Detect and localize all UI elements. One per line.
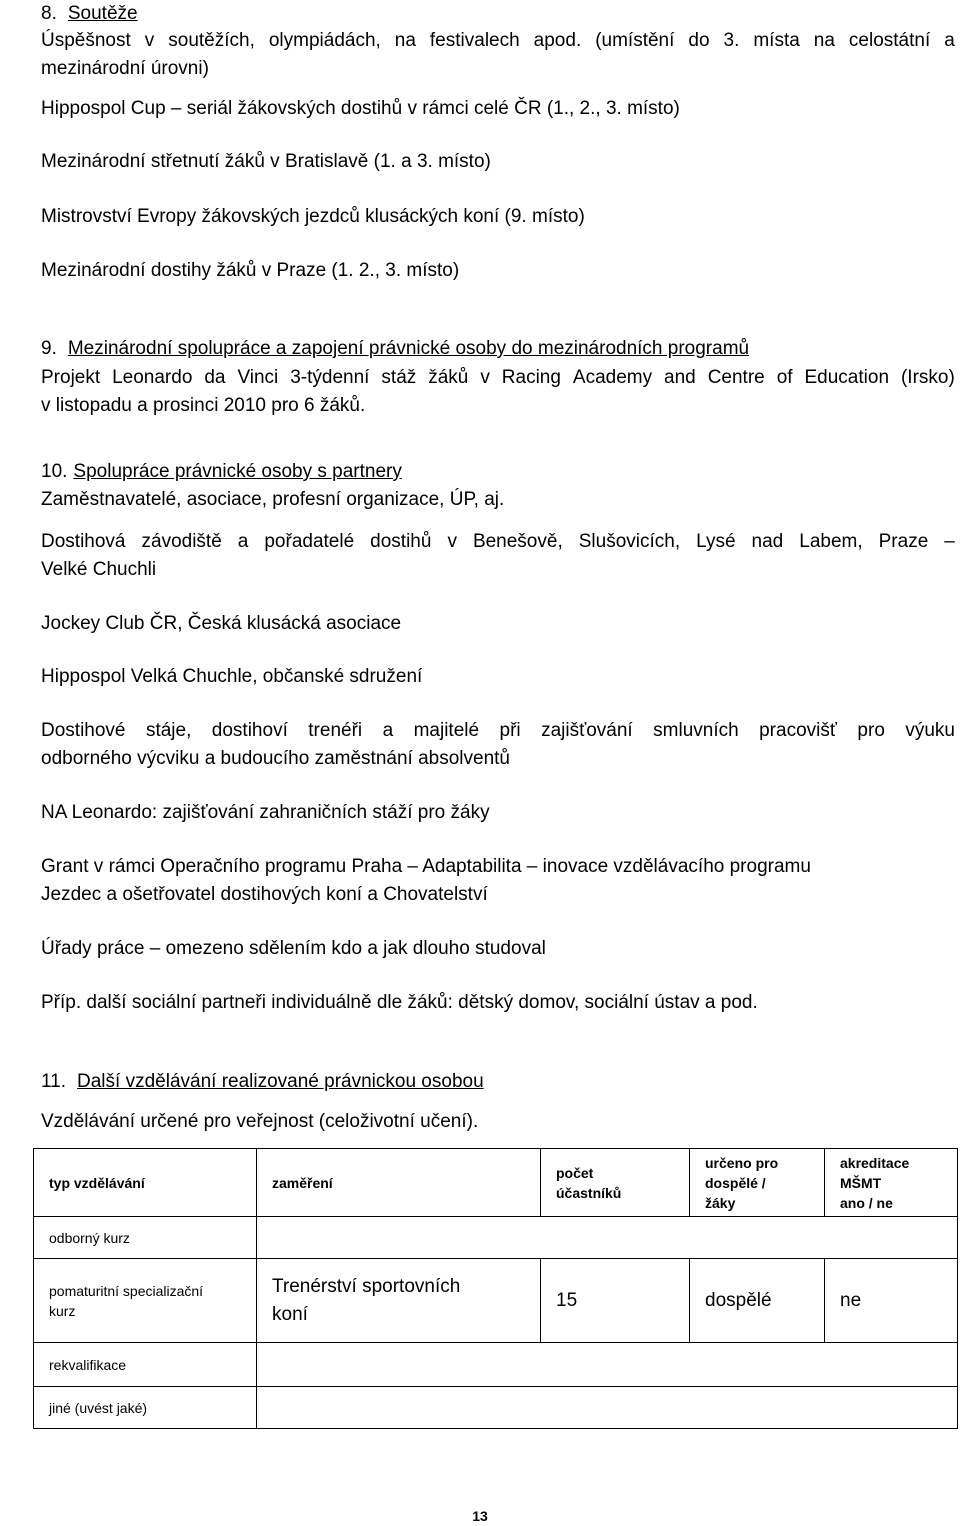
- section-10-subtitle: Zaměstnavatelé, asociace, profesní organizace, ÚP, aj.: [41, 489, 505, 510]
- partner-paragraph: Jockey Club ČR, Česká klusácká asociace: [41, 613, 402, 634]
- section-number: 8.: [41, 3, 57, 24]
- section-title: Soutěže: [67, 3, 138, 24]
- table-header-row: [34, 1149, 958, 1217]
- cell-count: [541, 1387, 690, 1429]
- section-8-intro-line2: mezinárodní úrovni): [41, 58, 209, 79]
- section-title: Spolupráce právnické osoby s partnery: [73, 461, 402, 482]
- partner-paragraph-line: Dostihová závodiště a pořadatelé dostihů v Benešově, Slušovicích, Lysé nad Labem, Praze –: [41, 531, 955, 552]
- section-9-heading: [41, 335, 749, 363]
- cell-type: odborný kurz: [34, 1217, 257, 1259]
- section-number: 11.: [41, 1071, 67, 1092]
- list-item: Mezinárodní střetnutí žáků v Bratislavě (1. a 3. místo): [41, 151, 491, 172]
- header-type: typ vzdělávání: [34, 1149, 257, 1217]
- partner-paragraph: NA Leonardo: zajišťování zahraničních stáží pro žáky: [41, 802, 490, 823]
- partner-paragraph-line: Velké Chuchli: [41, 559, 157, 580]
- cell-focus: [257, 1343, 541, 1387]
- section-number: 9.: [41, 338, 57, 359]
- cell-count: 15: [541, 1259, 690, 1343]
- cell-accr: [825, 1387, 958, 1429]
- header-intended-for: určeno pro dospělé / žáky: [690, 1149, 825, 1217]
- partner-paragraph-line: Jezdec a ošetřovatel dostihových koní a Chovatelství: [41, 884, 488, 905]
- cell-accr: [825, 1217, 958, 1259]
- cell-accr: ne: [825, 1259, 958, 1343]
- cell-for: [690, 1387, 825, 1429]
- cell-focus: [257, 1387, 541, 1429]
- cell-type: rekvalifikace: [34, 1343, 257, 1387]
- table-row: [34, 1343, 958, 1387]
- cell-count: [541, 1343, 690, 1387]
- cell-count: [541, 1217, 690, 1259]
- list-item: Mistrovství Evropy žákovských jezdců klusáckých koní (9. místo): [41, 206, 585, 227]
- section-9-line1: Projekt Leonardo da Vinci 3-týdenní stáž žáků v Racing Academy and Centre of Education (Irsko): [41, 367, 955, 388]
- header-focus: zaměření: [257, 1149, 541, 1217]
- section-10-heading: [41, 458, 402, 486]
- partner-paragraph: Příp. další sociální partneři individuálně dle žáků: dětský domov, sociální ústav a pod.: [41, 992, 758, 1013]
- cell-for: [690, 1343, 825, 1387]
- section-9-line2: v listopadu a prosinci 2010 pro 6 žáků.: [41, 395, 366, 416]
- cell-focus: [257, 1217, 541, 1259]
- partner-paragraph: Hippospol Velká Chuchle, občanské sdružení: [41, 666, 423, 687]
- education-table: [33, 1148, 958, 1429]
- table-row: [34, 1259, 958, 1343]
- partner-paragraph-line: odborného výcviku a budoucího zaměstnání absolventů: [41, 748, 510, 769]
- list-item: Mezinárodní dostihy žáků v Praze (1. 2., 3. místo): [41, 260, 460, 281]
- table-row: [34, 1217, 958, 1259]
- section-11-subtitle: Vzdělávání určené pro veřejnost (celoživotní učení).: [41, 1111, 479, 1132]
- partner-paragraph-line: Grant v rámci Operačního programu Praha – Adaptabilita – inovace vzdělávacího programu: [41, 856, 811, 877]
- cell-accr: [825, 1343, 958, 1387]
- header-accreditation: akreditace MŠMT ano / ne: [825, 1149, 958, 1217]
- cell-for: [690, 1217, 825, 1259]
- section-8-heading: [41, 0, 138, 28]
- partner-paragraph-line: Dostihové stáje, dostihoví trenéři a majitelé při zajišťování smluvních pracovišť pro výuku: [41, 720, 955, 741]
- section-title: Další vzdělávání realizované právnickou osobou: [77, 1071, 484, 1092]
- section-number: 10.: [41, 461, 68, 482]
- cell-type: jiné (uvést jaké): [34, 1387, 257, 1429]
- partner-paragraph: Úřady práce – omezeno sdělením kdo a jak dlouho studoval: [41, 938, 546, 959]
- section-11-heading: [41, 1068, 484, 1096]
- section-8-intro-line1: Úspěšnost v soutěžích, olympiádách, na festivalech apod. (umístění do 3. místa na celostátní a: [41, 30, 955, 51]
- table-row: [34, 1387, 958, 1429]
- cell-focus: Trenérství sportovních koní: [257, 1259, 541, 1343]
- header-count: počet účastníků: [541, 1149, 690, 1217]
- cell-type: pomaturitní specializační kurz: [34, 1259, 257, 1343]
- cell-for: dospělé: [690, 1259, 825, 1343]
- section-title: Mezinárodní spolupráce a zapojení právnické osoby do mezinárodních programů: [67, 338, 750, 359]
- list-item: Hippospol Cup – seriál žákovských dostihů v rámci celé ČR (1., 2., 3. místo): [41, 98, 680, 119]
- page-number: 13: [472, 1508, 488, 1524]
